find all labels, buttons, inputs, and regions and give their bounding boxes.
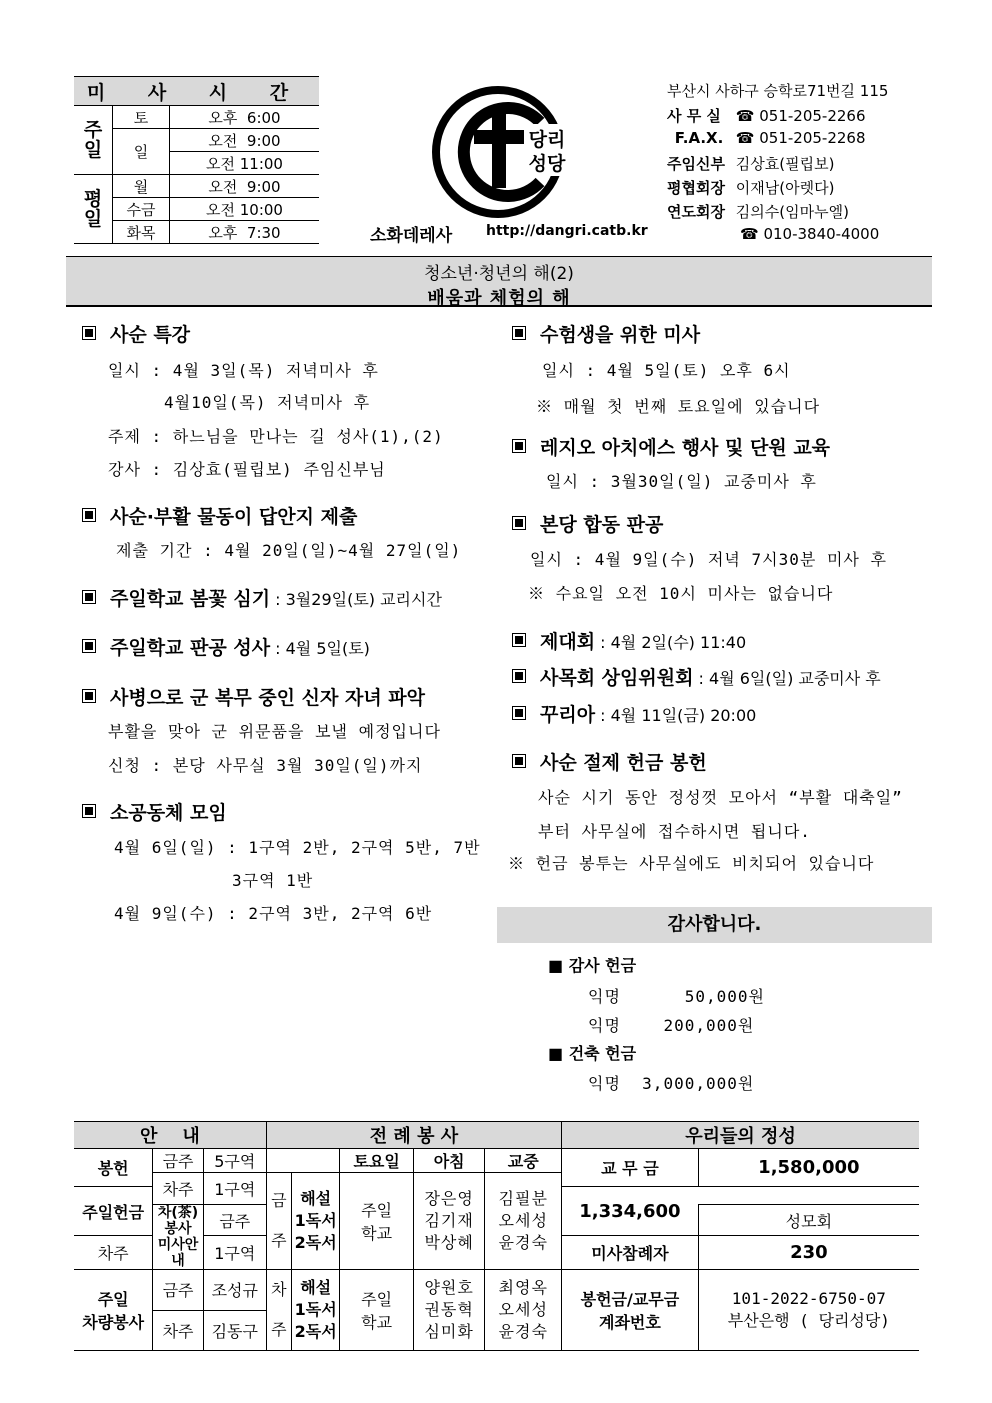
notice-text: ※ 매월 첫 번째 토요일에 있습니다 <box>536 397 821 416</box>
roles-this: 해설 1독서 2독서 <box>292 1173 340 1270</box>
next-week-label: 차주 <box>74 1236 153 1270</box>
attendance-value: 230 <box>698 1236 919 1270</box>
account-label: 봉헌금/교무금 계좌번호 <box>562 1270 699 1351</box>
notice-text: 4월 6일(일) : 1구역 2반, 2구역 5반, 7반 <box>114 838 481 857</box>
notice-title: 주일학교 판공 성사 : 4월 5일(토) <box>82 633 370 660</box>
notice-text: 부활을 맞아 군 위문품을 보낼 예정입니다 <box>108 722 441 741</box>
notice-text: ※ 헌금 봉투는 사무실에도 비치되어 있습니다 <box>508 854 875 873</box>
fax-line: F.A.X. ☎ 051-205-2268 <box>674 129 866 147</box>
gift-category: ■ 건축 헌금 <box>548 1044 637 1063</box>
gyomu-label: 교 무 금 <box>562 1149 699 1187</box>
gyomu-value: 1,580,000 <box>698 1149 919 1187</box>
main-next: 최영옥 오세성 윤경숙 <box>485 1270 562 1351</box>
banner-line-2: 배움과 체험의 해 <box>427 288 571 309</box>
youth-phone: ☎ 010-3840-4000 <box>740 225 880 243</box>
bonghun-next: 1구역 <box>203 1173 266 1205</box>
notice-text: 신청 : 본당 사무실 3월 30일(일)까지 <box>108 756 423 775</box>
this-week-label: 금주 <box>203 1205 266 1236</box>
mass-time: 오후 6:00 <box>170 106 320 129</box>
notice-title: 사병으로 군 복무 중인 신자 자녀 파악 <box>82 683 425 710</box>
square-bullet-icon <box>512 516 526 530</box>
square-bullet-icon <box>512 326 526 340</box>
next-week-vertical: 차 주 <box>266 1270 291 1351</box>
notice-text: 일시 : 4월 3일(목) 저녁미사 후 <box>108 361 379 380</box>
notice-text: 주제 : 하느님을 만나는 길 성사(1),(2) <box>108 427 444 446</box>
banner-line-1: 청소년·청년의 해(2) <box>424 264 574 284</box>
sunday-offering-label: 주일헌금 <box>74 1187 153 1236</box>
square-bullet-icon <box>512 754 526 768</box>
next-week-label: 차주 <box>153 1173 203 1205</box>
office-line: 사 무 실 ☎ 051-205-2266 <box>667 107 866 125</box>
mass-day: 토 <box>113 106 170 129</box>
tea-next: 1구역 <box>203 1236 266 1270</box>
mass-day: 월 <box>113 175 170 198</box>
gift-line: 익명 200,000원 <box>588 1016 755 1035</box>
address: 부산시 사하구 승학로71번길 115 <box>667 82 889 100</box>
notice-title: 사목회 상임위원회 : 4월 6일(일) 교중미사 후 <box>512 663 881 690</box>
square-bullet-icon <box>82 689 96 703</box>
morning-this: 장은영 김기재 박상혜 <box>413 1173 484 1270</box>
roles-next: 해설 1독서 2독서 <box>292 1270 340 1351</box>
mass-times-title: 미 사 시 간 <box>74 77 319 106</box>
main-header: 교중 <box>485 1149 562 1173</box>
priest-line: 주임신부 김상효(필립보) <box>667 155 835 173</box>
square-bullet-icon <box>82 326 96 340</box>
parish-url[interactable]: http://dangri.catb.kr <box>486 223 648 239</box>
notice-text: 사순 시기 동안 정성껏 모아서 “부활 대축일” <box>538 788 903 807</box>
parking-next: 김동구 <box>203 1310 266 1351</box>
notice-text: ※ 수요일 오전 10시 미사는 없습니다 <box>528 584 834 603</box>
notice-text: 일시 : 3월30일(일) 교중미사 후 <box>546 472 817 491</box>
cross-icon <box>492 114 506 188</box>
square-bullet-icon <box>512 706 526 720</box>
tea-label: 차(茶) 봉사 미사안내 <box>153 1205 203 1270</box>
gift-category: ■ 감사 헌금 <box>548 956 637 975</box>
square-bullet-icon <box>82 639 96 653</box>
morning-next: 양원호 권동혁 심미화 <box>413 1270 484 1351</box>
square-bullet-icon <box>512 669 526 683</box>
parish-logo <box>430 82 570 222</box>
notice-text: 제출 기간 : 4월 20일(일)~4월 27일(일) <box>116 541 462 560</box>
sunday-school-next: 주일 학교 <box>340 1270 414 1351</box>
main-this: 김필분 오세성 윤경숙 <box>485 1173 562 1270</box>
mass-time: 오전 9:00 <box>170 175 320 198</box>
liturgy-header: 전 례 봉 사 <box>266 1122 561 1149</box>
mass-time: 오후 7:30 <box>170 221 320 244</box>
notice-title: 주일학교 봄꽃 심기 : 3월29일(토) 교리시간 <box>82 584 442 611</box>
next-week-label: 차주 <box>153 1310 203 1351</box>
parking-this: 조성규 <box>203 1270 266 1311</box>
notice-title: 본당 합동 판공 <box>512 510 663 537</box>
notice-title: 수험생을 위한 미사 <box>512 320 700 347</box>
gift-line: 익명 3,000,000원 <box>588 1074 755 1093</box>
mass-times-table <box>74 76 319 244</box>
mass-day: 일 <box>113 129 170 175</box>
weekday-label: 평일 <box>74 175 113 244</box>
guide-header: 안 내 <box>74 1122 266 1149</box>
bonghun-label: 봉헌 <box>74 1149 153 1187</box>
notice-text: 부터 사무실에 접수하시면 됩니다. <box>538 822 811 841</box>
offering-header: 우리들의 정성 <box>562 1122 919 1149</box>
parking-label: 주일 차량봉사 <box>74 1270 153 1351</box>
notice-text: 4월 9일(수) : 2구역 3반, 2구역 6반 <box>114 904 433 923</box>
notice-text: 강사 : 김상효(필립보) 주임신부님 <box>108 460 386 479</box>
mass-time: 오전 10:00 <box>170 198 320 221</box>
notice-title: 레지오 아치에스 행사 및 단원 교육 <box>512 433 830 460</box>
sunday-school-this: 주일 학교 <box>340 1173 414 1270</box>
this-week-label: 금주 <box>153 1270 203 1311</box>
notice-title: 사순 절제 헌금 봉헌 <box>512 748 707 775</box>
attendance-label: 미사참례자 <box>562 1236 699 1270</box>
notice-text: 4월10일(목) 저녁미사 후 <box>164 393 371 412</box>
this-week-vertical: 금 주 <box>266 1173 291 1270</box>
notice-title: 제대회 : 4월 2일(수) 11:40 <box>512 627 746 654</box>
notice-title: 사순 특강 <box>82 320 190 347</box>
service-table <box>74 1121 919 1351</box>
bonghun-this: 5구역 <box>203 1149 266 1173</box>
notice-text: 3구역 1반 <box>232 871 314 890</box>
notice-text: 일시 : 4월 5일(토) 오후 6시 <box>542 361 791 380</box>
gift-line: 익명 50,000원 <box>588 987 765 1006</box>
year-banner <box>66 256 932 307</box>
notice-text: 일시 : 4월 9일(수) 저녁 7시30분 미사 후 <box>530 550 887 569</box>
account-value: 101-2022-6750-07 부산은행 ( 당리성당) <box>698 1270 919 1351</box>
parish-patron: 소화데레사 <box>370 226 453 246</box>
thanks-title: 감사합니다. <box>497 907 932 943</box>
notice-title: 사순·부활 물동이 답안지 제출 <box>82 502 357 529</box>
sunday-offering-value: 1,334,600 <box>562 1187 699 1236</box>
council-line: 평협회장 이재남(아렛다) <box>667 179 835 197</box>
square-bullet-icon <box>512 439 526 453</box>
mass-time: 오전 11:00 <box>170 152 320 175</box>
square-bullet-icon <box>82 590 96 604</box>
logo-text-1: 당리 <box>528 129 566 151</box>
sat-header: 토요일 <box>340 1149 414 1173</box>
square-bullet-icon <box>82 804 96 818</box>
mass-day: 수금 <box>113 198 170 221</box>
morning-header: 아침 <box>413 1149 484 1173</box>
sunday-label: 주일 <box>74 106 113 175</box>
youth-line: 연도회장 김의수(임마누엘) <box>667 203 849 221</box>
notice-title: 소공동체 모임 <box>82 798 227 825</box>
notice-title: 꾸리아 : 4월 11일(금) 20:00 <box>512 700 756 727</box>
square-bullet-icon <box>82 508 96 522</box>
logo-text-2: 성당 <box>528 153 566 175</box>
mass-time: 오전 9:00 <box>170 129 320 152</box>
tea-this: 성모회 <box>698 1205 919 1236</box>
this-week-label: 금주 <box>153 1149 203 1173</box>
mass-day: 화목 <box>113 221 170 244</box>
square-bullet-icon <box>512 633 526 647</box>
